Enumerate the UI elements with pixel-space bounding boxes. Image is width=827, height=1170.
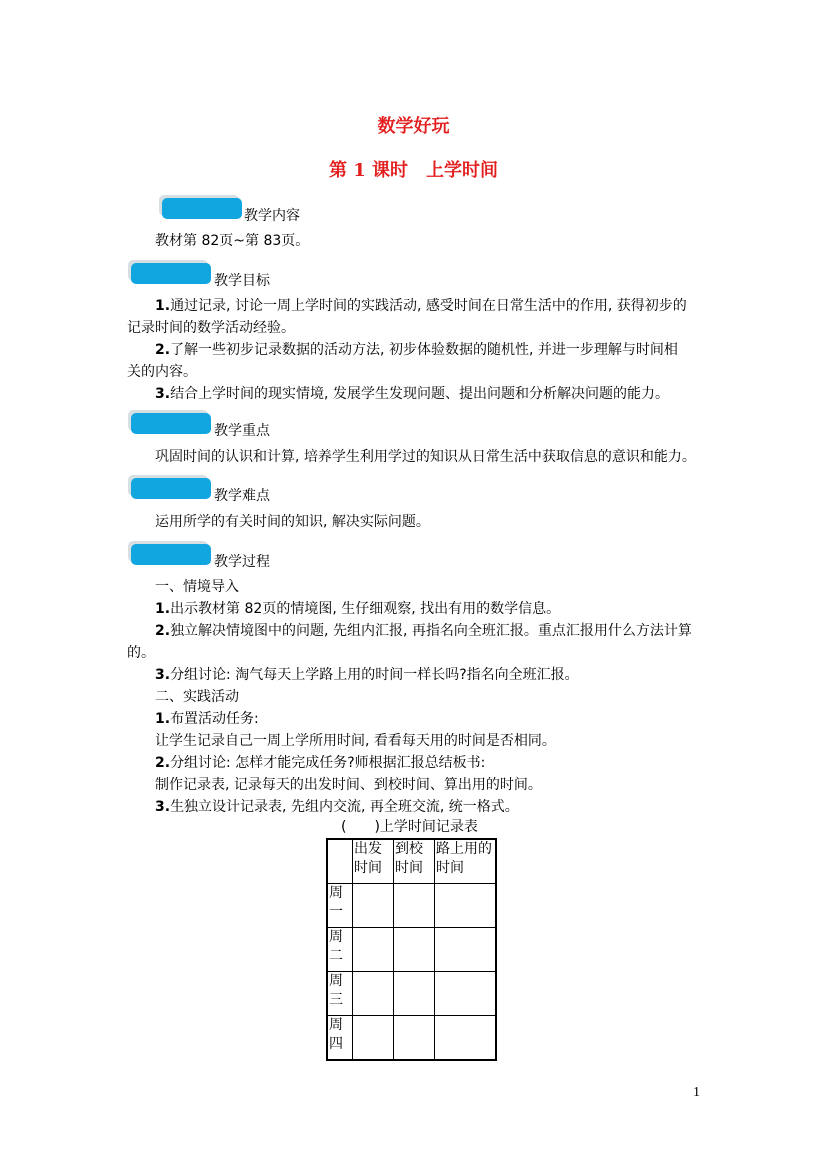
table-row	[327, 928, 496, 972]
table-header-cell: 路上用的时间	[435, 839, 497, 884]
keypoint-text: 巩固时间的认识和计算, 培养学生利用学过的知识从日常生活中获取信息的意识和能力。	[155, 449, 696, 465]
table-header-cell	[327, 839, 353, 884]
record-table	[326, 838, 497, 1061]
process-step-cont: 的。	[127, 645, 155, 661]
doc-title: 数学好玩	[377, 116, 450, 137]
lesson-subtitle: 第 1 课时 上学时间	[328, 160, 499, 181]
empty-cell	[435, 928, 497, 972]
day-cell: 周四	[327, 1016, 353, 1061]
empty-cell	[435, 884, 497, 928]
process-step-detail: 让学生记录自己一周上学所用时间, 看看每天用的时间是否相同。	[155, 733, 556, 749]
day-cell: 周二	[327, 928, 353, 972]
empty-cell	[394, 884, 435, 928]
process-part2-heading: 二、实践活动	[155, 689, 239, 705]
empty-cell	[353, 1016, 394, 1061]
process-step: 3.分组讨论: 淘气每天上学路上用的时间一样长吗?指名向全班汇报。	[155, 667, 579, 683]
empty-cell	[394, 928, 435, 972]
empty-cell	[435, 972, 497, 1016]
table-row	[327, 884, 496, 928]
empty-cell	[353, 884, 394, 928]
empty-cell	[353, 972, 394, 1016]
table-row	[327, 1016, 496, 1061]
empty-cell	[353, 928, 394, 972]
empty-cell	[394, 1016, 435, 1061]
table-caption: ( )上学时间记录表	[341, 819, 478, 835]
section-marker	[131, 544, 211, 565]
section-marker	[131, 478, 211, 499]
process-step-detail: 制作记录表, 记录每天的出发时间、到校时间、算出用的时间。	[155, 777, 542, 793]
goal-item-1-cont: 记录时间的数学活动经验。	[127, 320, 295, 336]
process-step: 2.分组讨论: 怎样才能完成任务?师根据汇报总结板书:	[155, 755, 486, 771]
goal-item-3: 3.结合上学时间的现实情境, 发展学生发现问题、提出问题和分析解决问题的能力。	[155, 386, 669, 402]
goal-item-2: 2.了解一些初步记录数据的活动方法, 初步体验数据的随机性, 并进一步理解与时间相	[155, 342, 678, 358]
table-row	[327, 972, 496, 1016]
process-part1-heading: 一、情境导入	[155, 579, 239, 595]
process-step: 2.独立解决情境图中的问题, 先组内汇报, 再指名向全班汇报。重点汇报用什么方法计算	[155, 623, 692, 639]
content-text: 教材第 82页~第 83页。	[155, 233, 310, 249]
table-header-cell: 出发时间	[353, 839, 394, 884]
goal-item-2-cont: 关的内容。	[127, 364, 197, 380]
goal-item-1: 1.通过记录, 讨论一周上学时间的实践活动, 感受时间在日常生活中的作用, 获得初步的	[155, 298, 687, 314]
page-number: 1	[693, 1085, 700, 1100]
section-heading-keypoint: 教学重点	[214, 423, 270, 439]
table-header-cell: 到校时间	[394, 839, 435, 884]
section-marker	[131, 263, 211, 284]
day-cell: 周一	[327, 884, 353, 928]
section-heading-goals: 教学目标	[214, 273, 270, 289]
process-step: 1.布置活动任务:	[155, 711, 259, 727]
empty-cell	[394, 972, 435, 1016]
section-marker	[131, 413, 211, 434]
process-step: 3.生独立设计记录表, 先组内交流, 再全班交流, 统一格式。	[155, 799, 519, 815]
day-cell: 周三	[327, 972, 353, 1016]
section-heading-content: 教学内容	[244, 208, 300, 224]
section-heading-process: 教学过程	[214, 554, 270, 570]
table-header-row	[327, 839, 496, 884]
section-heading-difficulty: 教学难点	[214, 488, 270, 504]
difficulty-text: 运用所学的有关时间的知识, 解决实际问题。	[155, 514, 430, 530]
process-step: 1.出示教材第 82页的情境图, 生仔细观察, 找出有用的数学信息。	[155, 601, 561, 617]
section-marker	[162, 198, 242, 219]
empty-cell	[435, 1016, 497, 1061]
